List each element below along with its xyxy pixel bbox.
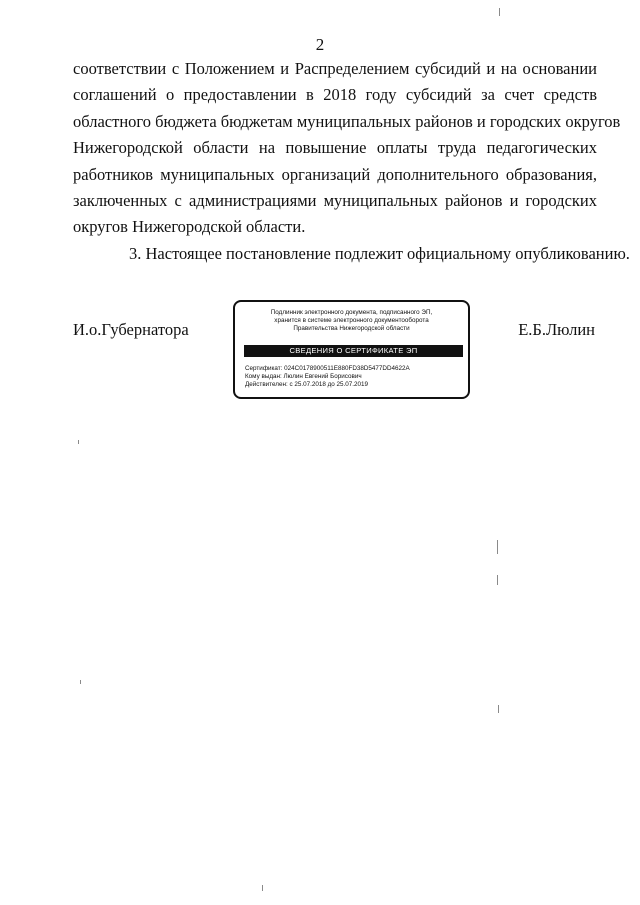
stamp-header-line: хранится в системе электронного документооборота bbox=[274, 317, 429, 324]
validity-label: Действителен: bbox=[245, 381, 288, 389]
validity-row bbox=[245, 381, 463, 389]
scan-speck bbox=[499, 8, 500, 16]
certificate-value: 024C0178900511E880FD38D5477DD4622A bbox=[284, 365, 410, 372]
stamp-certificate-bar: СВЕДЕНИЯ О СЕРТИФИКАТЕ ЭП bbox=[244, 345, 463, 357]
certificate-label: Сертификат: bbox=[245, 365, 283, 372]
stamp-header-line: Подлинник электронного документа, подписанного ЭП, bbox=[270, 309, 433, 316]
paragraph-line: округов Нижегородской области. bbox=[73, 217, 306, 237]
paragraph-line: соответствии с Положением и Распределением субсидий и на основании bbox=[73, 59, 597, 78]
stamp-details bbox=[245, 365, 463, 390]
scan-speck bbox=[498, 705, 499, 713]
issued-to-label: Кому выдан: bbox=[245, 373, 282, 381]
paragraph-line: соглашений о предоставлении в 2018 году субсидий за счет средств bbox=[73, 85, 597, 105]
signatory-title: И.о.Губернатора bbox=[73, 320, 189, 339]
digital-signature-stamp bbox=[233, 300, 470, 399]
scan-speck bbox=[80, 680, 81, 684]
paragraph-line: Нижегородской области на повышение оплаты труда педагогических bbox=[73, 138, 597, 158]
signature-block bbox=[0, 300, 640, 410]
clause-3: 3. Настоящее постановление подлежит официальному опубликованию. bbox=[129, 243, 630, 263]
paragraph-line: областного бюджета бюджетам муниципальных районов и городских округов bbox=[73, 111, 621, 131]
issued-to-value: Люлин Евгений Борисович bbox=[283, 373, 362, 381]
stamp-header-line: Правительства Нижегородской области bbox=[293, 325, 410, 332]
stamp-header bbox=[235, 309, 468, 333]
scan-speck bbox=[497, 575, 498, 585]
paragraph-line: заключенных с администрациями муниципальных районов и городских bbox=[73, 190, 597, 210]
paragraph-line: работников муниципальных организаций дополнительного образования, bbox=[73, 164, 597, 184]
document-body bbox=[73, 56, 630, 267]
scan-speck bbox=[78, 440, 79, 444]
certificate-row bbox=[245, 365, 463, 373]
scan-speck bbox=[497, 540, 498, 554]
scan-speck bbox=[262, 885, 263, 891]
signatory-name: Е.Б.Люлин bbox=[518, 320, 595, 339]
page-number: 2 bbox=[315, 35, 325, 54]
validity-value: с 25.07.2018 до 25.07.2019 bbox=[289, 381, 369, 389]
